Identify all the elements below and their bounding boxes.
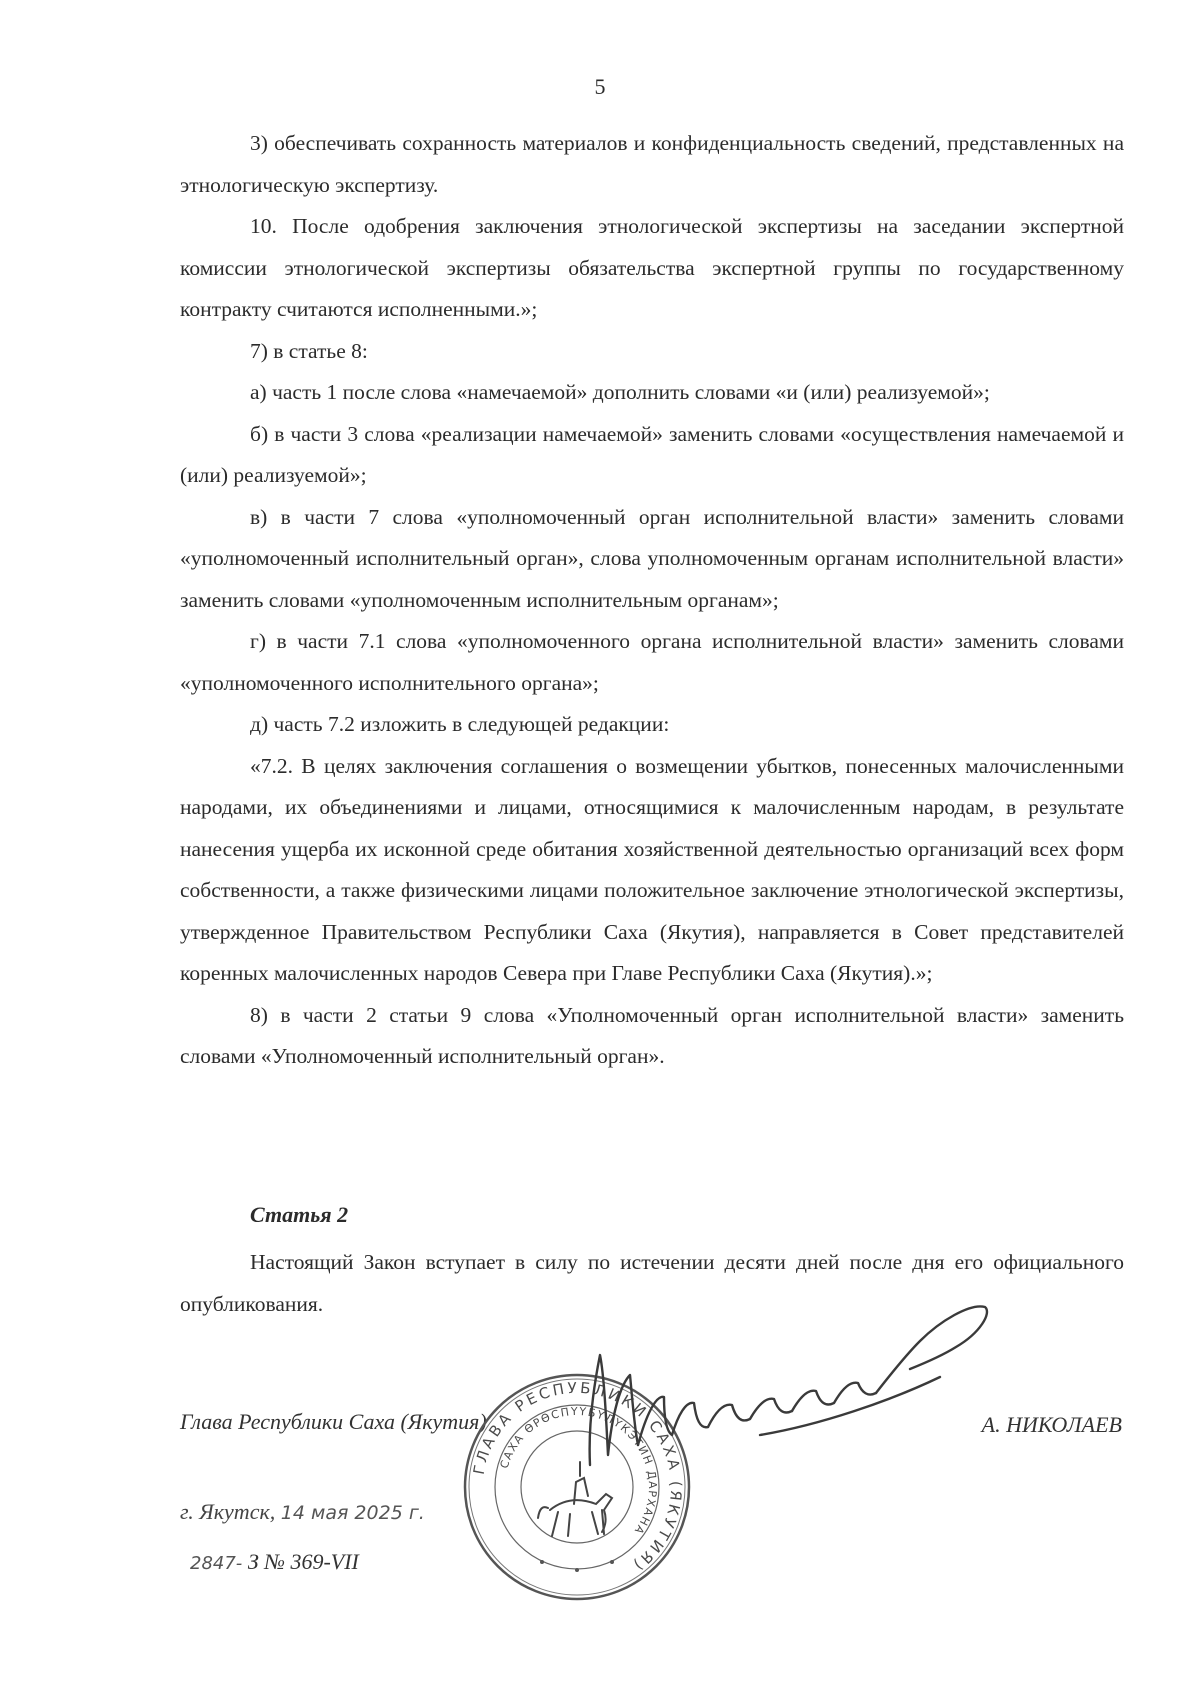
paragraph: 7) в статье 8: — [250, 338, 368, 363]
place: г. Якутск, — [180, 1499, 276, 1524]
svg-text:САХА ӨРӨСПҮҮБҮЛҮКЭТИН ДАРХАНА: САХА ӨРӨСПҮҮБҮЛҮКЭТИН ДАРХАНА — [497, 1404, 660, 1538]
paragraph: б) в части 3 слова «реализации намечаемой» заменить словами «осуществления намечаемой и (или) реализуемой»; — [180, 421, 1124, 487]
paragraph: г) в части 7.1 слова «уполномоченного органа исполнительной власти» заменить словами «уполномоченного исполнительного органа»; — [180, 629, 1124, 695]
paragraph: 8) в части 2 статьи 9 слова «Уполномоченный орган исполнительной власти» заменить словами «Уполномоченный исполнительный орган». — [180, 1002, 1124, 1068]
paragraph: д) часть 7.2 изложить в следующей редакции: — [250, 712, 670, 736]
article-heading: Статья 2 — [250, 1202, 349, 1227]
svg-text:ГЛАВА РЕСПУБЛИКИ САХА (ЯКУТИЯ): ГЛАВА РЕСПУБЛИКИ САХА (ЯКУТИЯ) — [469, 1378, 686, 1576]
registration-number — [190, 1549, 359, 1575]
page-number: 5 — [594, 74, 606, 99]
signatory-name: А. НИКОЛАЕВ — [981, 1412, 1122, 1437]
signatory-title: Глава Республики Саха (Якутия) — [180, 1409, 487, 1434]
handwritten-signature-icon — [560, 1285, 1000, 1475]
law-amendments-body — [180, 123, 1124, 1078]
paragraph: Настоящий Закон вступает в силу по истечении десяти дней после дня его официального опубликования. — [180, 1250, 1124, 1316]
paragraph: а) часть 1 после слова «намечаемой» дополнить словами «и (или) реализуемой»; — [250, 380, 990, 404]
paragraph: «7.2. В целях заключения соглашения о возмещении убытков, понесенных малочисленными народами, их объединениями и лицами, относящимися к малочисленным народам, в результате нанесения ущерба их исконной среде обитания хозяйственной деятельностью организаций всех форм собственности, а также физическими лицами положительное заключение этнологической экспертизы, утвержденное Правительством Республики Саха (Якутия), направляется в Совет представителей коренных малочисленных народов Севера при Главе Республики Саха (Якутия).»; — [180, 753, 1124, 985]
paragraph: в) в части 7 слова «уполномоченный орган исполнительной власти» заменить словами «уполномоченный исполнительный орган», слова уполномоченным органам исполнительной власти» заменить словами «уполномоченным исполнительным органам»; — [180, 504, 1124, 612]
paragraph: 3) обеспечивать сохранность материалов и конфиденциальность сведений, представленных на этнологическую экспертизу. — [180, 131, 1124, 197]
handwritten-date: 14 мая 2025 г. — [280, 1502, 425, 1524]
place-and-date — [180, 1499, 425, 1525]
handwritten-reg-prefix: 2847- — [190, 1553, 243, 1574]
paragraph: 10. После одобрения заключения этнологической экспертизы на заседании экспертной комиссии этнологической экспертизы обязательства экспертной группы по государственному контракту считаются исполненными.»; — [180, 214, 1124, 321]
reg-number-text: З № 369-VII — [247, 1549, 359, 1574]
